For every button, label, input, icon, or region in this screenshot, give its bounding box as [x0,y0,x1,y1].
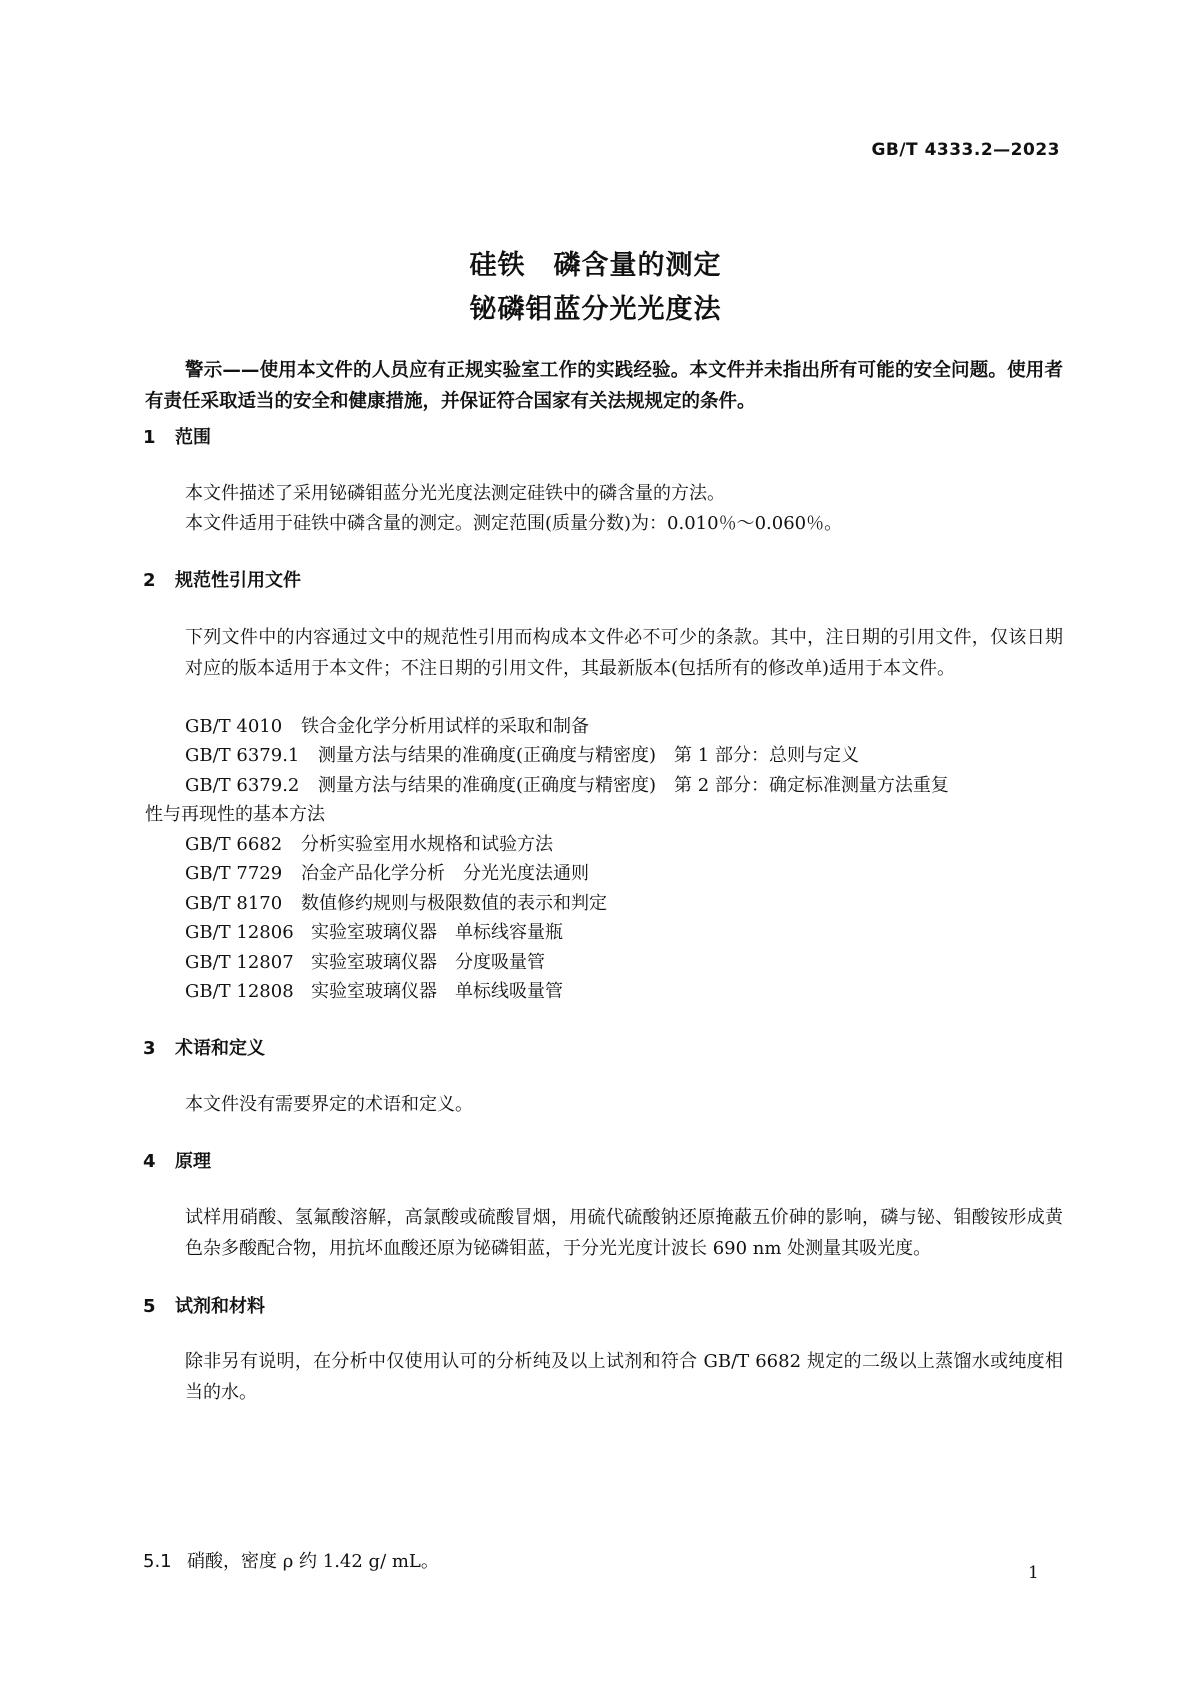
reference-item [185,830,553,856]
references-intro: 下列文件中的内容通过文中的规范性引用而构成本文件必不可少的条款。其中，注日期的引用文件，仅该日期对应的版本适用于本文件；不注日期的引用文件，其最新版本(包括所有的修改单)适用于本文件。 [185,627,1063,679]
reference-item [185,889,607,915]
clause-number: 5.1 [143,1551,172,1572]
reference-item [185,948,545,974]
section-number: 3 [143,1038,156,1059]
scope-paragraph-2: 本文件适用于硅铁中磷含量的测定。测定范围(质量分数)为：0.010％～0.060％。 [185,513,843,534]
reference-title: 实验室玻璃仪器 分度吸量管 [311,952,545,973]
reference-code: GB/T 4010 [185,716,283,737]
warning-statement: 警示——使用本文件的人员应有正规实验室工作的实践经验。本文件并未指出所有可能的安全问题。使用者有责任采取适当的安全和健康措施，并保证符合国家有关法规规定的条件。 [145,360,1063,412]
section-title: 原理 [175,1151,211,1172]
reference-code: GB/T 12808 [185,981,294,1002]
reference-code: GB/T 8170 [185,893,283,914]
reference-code: GB/T 7729 [185,863,283,884]
section-title: 范围 [175,427,211,448]
reference-item [185,918,563,944]
reference-code: GB/T 12806 [185,922,294,943]
terms-paragraph: 本文件没有需要界定的术语和定义。 [185,1094,473,1115]
reference-title: 分析实验室用水规格和试验方法 [301,834,553,855]
reference-title: 测量方法与结果的准确度(正确度与精密度) 第 2 部分：确定标准测量方法重复 [318,775,949,796]
reference-item [185,977,563,1003]
clause-5-1 [143,1547,439,1573]
reference-item [185,771,949,797]
reference-item [185,712,589,738]
reference-code: GB/T 6682 [185,834,283,855]
reference-code: GB/T 12807 [185,952,294,973]
page-number: 1 [1028,1563,1039,1583]
reference-title: 实验室玻璃仪器 单标线容量瓶 [311,922,563,943]
reagents-paragraph: 除非另有说明，在分析中仅使用认可的分析纯及以上试剂和符合 GB/T 6682 规定的二级以上蒸馏水或纯度相当的水。 [185,1351,1063,1403]
section-2-heading [143,566,301,592]
reference-title: 冶金产品化学分析 分光光度法通则 [301,863,589,884]
section-5-heading [143,1292,265,1318]
standard-code: GB/T 4333.2—2023 [871,140,1060,160]
scope-paragraph-1: 本文件描述了采用铋磷钼蓝分光光度法测定硅铁中的磷含量的方法。 [185,483,725,504]
section-title: 术语和定义 [175,1038,265,1059]
reference-item-continuation: 性与再现性的基本方法 [145,804,325,825]
section-title: 规范性引用文件 [175,570,301,591]
reference-item [185,859,589,885]
section-number: 1 [143,427,156,448]
clause-text: 硝酸，密度 ρ 约 1.42 g/ mL。 [187,1551,439,1572]
reference-code: GB/T 6379.1 [185,745,300,766]
principle-paragraph: 试样用硝酸、氢氟酸溶解，高氯酸或硫酸冒烟，用硫代硫酸钠还原掩蔽五价砷的影响，磷与铋、钼酸铵形成黄色杂多酸配合物，用抗坏血酸还原为铋磷钼蓝，于分光光度计波长 690 nm 处测量其吸光度。 [185,1207,1063,1259]
section-title: 试剂和材料 [175,1296,265,1317]
section-number: 5 [143,1296,156,1317]
reference-title: 实验室玻璃仪器 单标线吸量管 [311,981,563,1002]
reference-item [185,741,859,767]
reference-title: 数值修约规则与极限数值的表示和判定 [301,893,607,914]
section-number: 4 [143,1151,156,1172]
section-3-heading [143,1034,265,1060]
section-1-heading [143,423,211,449]
document-title-line2: 铋磷钼蓝分光光度法 [469,294,722,325]
reference-code: GB/T 6379.2 [185,775,300,796]
document-title-line1: 硅铁 磷含量的测定 [469,250,722,281]
reference-title: 测量方法与结果的准确度(正确度与精密度) 第 1 部分：总则与定义 [318,745,859,766]
section-number: 2 [143,570,156,591]
section-4-heading [143,1147,211,1173]
reference-title: 铁合金化学分析用试样的采取和制备 [301,716,589,737]
